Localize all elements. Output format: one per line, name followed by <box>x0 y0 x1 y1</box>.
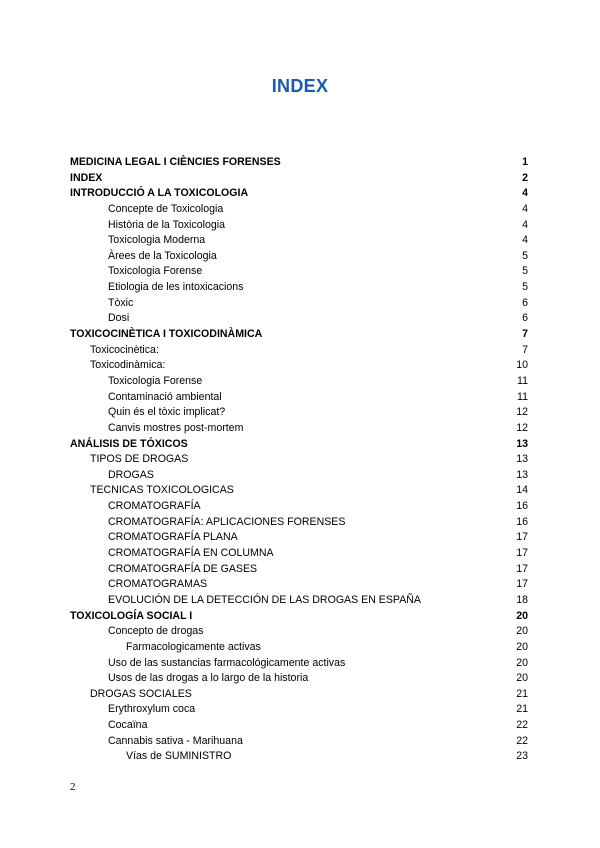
toc-entry-label: Contaminació ambiental <box>108 390 222 403</box>
toc-entry[interactable] <box>70 624 528 640</box>
toc-entry-label: ANÁLISIS DE TÓXICOS <box>70 437 188 450</box>
toc-entry-page: 10 <box>516 359 528 372</box>
toc-entry[interactable] <box>70 437 528 453</box>
toc-entry[interactable] <box>70 218 528 234</box>
toc-entry-label: CROMATOGRAMAS <box>108 578 208 591</box>
toc-entry[interactable] <box>70 390 528 406</box>
toc-entry-label: Àrees de la Toxicologia <box>108 249 217 262</box>
toc-entry-label: Concepte de Toxicologia <box>108 202 224 215</box>
toc-entry-page: 5 <box>522 249 528 262</box>
toc-entry-label: EVOLUCIÓN DE LA DETECCIÓN DE LAS DROGAS EN ESPAÑA <box>108 593 421 606</box>
toc-entry-page: 4 <box>522 234 528 247</box>
toc-entry-label: TIPOS DE DROGAS <box>90 453 189 466</box>
toc-entry[interactable] <box>70 452 528 468</box>
toc-entry[interactable] <box>70 609 528 625</box>
toc-entry[interactable] <box>70 421 528 437</box>
toc-entry-page: 7 <box>522 343 528 356</box>
toc-entry[interactable] <box>70 687 528 703</box>
toc-entry[interactable] <box>70 656 528 672</box>
toc-entry-page: 20 <box>516 656 528 669</box>
toc-entry-page: 20 <box>516 640 528 653</box>
toc-entry[interactable] <box>70 374 528 390</box>
toc-entry-label: CROMATOGRAFÍA EN COLUMNA <box>108 547 274 560</box>
toc-entry[interactable] <box>70 264 528 280</box>
toc-entry-label: Toxicologia Forense <box>108 265 203 278</box>
toc-entry-page: 14 <box>516 484 528 497</box>
toc-entry-page: 21 <box>516 687 528 700</box>
toc-entry-label: Canvis mostres post-mortem <box>108 421 244 434</box>
toc-entry-label: TOXICOCINÈTICA I TOXICODINÀMICA <box>70 328 263 341</box>
toc-entry-page: 11 <box>517 374 528 387</box>
toc-entry[interactable] <box>70 671 528 687</box>
toc-entry-page: 18 <box>516 593 528 606</box>
toc-entry-page: 16 <box>516 515 528 528</box>
toc-entry[interactable] <box>70 562 528 578</box>
toc-entry[interactable] <box>70 702 528 718</box>
toc-entry[interactable] <box>70 577 528 593</box>
toc-entry[interactable] <box>70 640 528 656</box>
toc-entry-page: 20 <box>516 609 528 622</box>
toc-entry-label: INDEX <box>70 171 103 184</box>
toc-entry[interactable] <box>70 405 528 421</box>
toc-entry-label: Toxicologia Moderna <box>108 234 206 247</box>
toc-entry-label: CROMATOGRAFÍA DE GASES <box>108 562 258 575</box>
toc-entry-label: Toxicodinàmica: <box>90 359 166 372</box>
toc-entry[interactable] <box>70 327 528 343</box>
toc-entry[interactable] <box>70 483 528 499</box>
toc-entry[interactable] <box>70 546 528 562</box>
toc-entry-page: 5 <box>522 281 528 294</box>
toc-entry[interactable] <box>70 468 528 484</box>
toc-entry-page: 17 <box>516 562 528 575</box>
toc-entry-page: 17 <box>516 578 528 591</box>
toc-entry-page: 16 <box>516 500 528 513</box>
toc-entry-page: 22 <box>516 719 528 732</box>
toc-entry[interactable] <box>70 296 528 312</box>
toc-entry-page: 6 <box>522 312 528 325</box>
toc-entry-page: 12 <box>516 421 528 434</box>
toc-entry-label: Tòxic <box>108 296 134 309</box>
page-number: 2 <box>70 781 76 793</box>
toc-entry-label: Quin és el tòxic implicat? <box>108 406 226 419</box>
toc-entry-label: Uso de las sustancias farmacológicamente activas <box>108 656 346 669</box>
toc-entry-label: Toxicologia Forense <box>108 374 203 387</box>
toc-entry-label: Erythroxylum coca <box>108 703 196 716</box>
toc-entry-page: 1 <box>522 156 528 168</box>
toc-entry-page: 20 <box>516 672 528 685</box>
toc-entry[interactable] <box>70 171 528 187</box>
toc-entry-label: CROMATOGRAFÍA <box>108 500 201 513</box>
toc-entry-label: Cannabis sativa - Marihuana <box>108 734 243 747</box>
toc-entry[interactable] <box>70 343 528 359</box>
toc-entry-page: 2 <box>522 171 528 184</box>
toc-entry-page: 13 <box>516 453 528 466</box>
toc-entry-label: CROMATOGRAFÍA: APLICACIONES FORENSES <box>108 515 346 528</box>
toc-entry[interactable] <box>70 734 528 750</box>
toc-entry-page: 4 <box>522 218 528 231</box>
toc-entry[interactable] <box>70 593 528 609</box>
toc-entry-page: 5 <box>522 265 528 278</box>
toc-entry-page: 11 <box>517 390 528 403</box>
toc-entry-label: INTRODUCCIÓ A LA TOXICOLOGIA <box>70 187 249 200</box>
toc-entry-label: DROGAS SOCIALES <box>90 687 192 700</box>
toc-entry-label: Cocaïna <box>108 719 148 732</box>
toc-entry-page: 6 <box>522 296 528 309</box>
toc-entry-label: Història de la Toxicologia <box>108 218 225 231</box>
toc-entry-page: 22 <box>516 734 528 747</box>
toc-entry-label: TOXICOLOGÍA SOCIAL I <box>70 609 193 622</box>
toc-entry[interactable] <box>70 280 528 296</box>
toc-entry-label: MEDICINA LEGAL I CIÈNCIES FORENSES <box>70 156 281 168</box>
toc-entry-label: Toxicocinètica: <box>90 343 159 356</box>
toc-entry[interactable] <box>70 358 528 374</box>
toc-entry[interactable] <box>70 155 528 171</box>
toc-entry-page: 4 <box>522 202 528 215</box>
toc-entry[interactable] <box>70 311 528 327</box>
table-of-contents <box>70 155 528 765</box>
toc-entry-label: Etiologia de les intoxicacions <box>108 281 244 294</box>
toc-entry-page: 4 <box>522 187 528 200</box>
toc-entry-page: 23 <box>516 750 528 763</box>
toc-entry[interactable] <box>70 233 528 249</box>
toc-entry-label: CROMATOGRAFÍA PLANA <box>108 531 238 544</box>
toc-entry-page: 13 <box>516 437 528 450</box>
toc-entry-page: 20 <box>516 625 528 638</box>
toc-entry[interactable] <box>70 749 528 765</box>
toc-entry[interactable] <box>70 499 528 515</box>
toc-entry[interactable] <box>70 249 528 265</box>
toc-entry-page: 7 <box>522 328 528 341</box>
toc-entry-label: Usos de las drogas a lo largo de la historia <box>108 672 309 685</box>
toc-entry-label: Concepto de drogas <box>108 625 204 638</box>
toc-entry-label: TECNICAS TOXICOLOGICAS <box>90 484 234 497</box>
toc-entry-label: Farmacologicamente activas <box>126 640 261 653</box>
toc-entry[interactable] <box>70 186 528 202</box>
toc-entry-page: 21 <box>516 703 528 716</box>
toc-entry[interactable] <box>70 718 528 734</box>
toc-entry-page: 17 <box>516 547 528 560</box>
toc-entry-label: Vías de SUMINISTRO <box>126 750 232 763</box>
page-title: INDEX <box>271 76 329 96</box>
toc-entry-page: 13 <box>516 468 528 481</box>
toc-entry-label: DROGAS <box>108 468 154 481</box>
toc-entry[interactable] <box>70 202 528 218</box>
toc-entry-page: 12 <box>516 406 528 419</box>
toc-entry[interactable] <box>70 515 528 531</box>
toc-entry[interactable] <box>70 530 528 546</box>
toc-entry-label: Dosi <box>108 312 130 325</box>
toc-entry-page: 17 <box>516 531 528 544</box>
